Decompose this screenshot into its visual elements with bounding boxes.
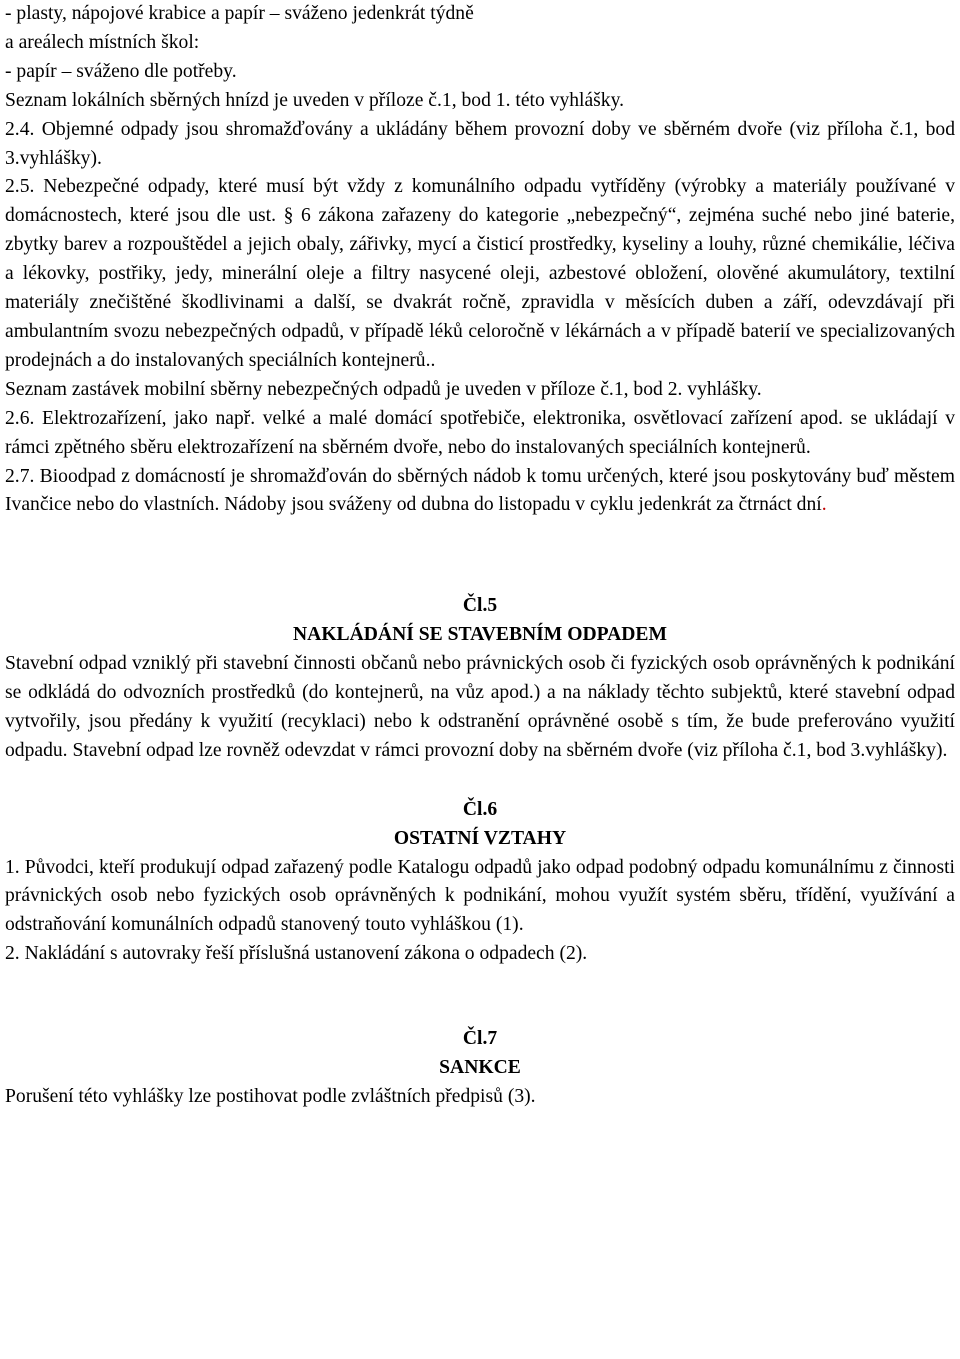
article-7-title: SANKCE [439,1057,521,1079]
paragraph-2-7-text: 2.7. Bioodpad z domácností je shromažďován do sběrných nádob k tomu určených, které jsou poskytovány buď městem Ivančice nebo do vlastních. Nádoby jsou sváženy od dubna do listopadu v cyklu jedenkrát za čtrnáct dní [5,465,955,516]
paragraph-2-6: 2.6. Elektrozařízení, jako např. velké a malé domácí spotřebiče, elektronika, osvětlovací zařízení apod. se ukládají v rámci zpětného sběru elektrozařízení na sběrném dvoře, nebo do instalovaných speciálních kontejnerů. [5,407,955,458]
intro-line-3: - papír – sváženo dle potřeby. [5,60,237,82]
article-6-item-1: 1. Původci, kteří produkují odpad zařazený podle Katalogu odpadů jako odpad podobný odpadu komunálnímu z činnosti právnických osob nebo fyzických osob oprávněných k podnikání, mohou využít systém sběru, třídění, využívání a odstraňování komunálních odpadů stanovený touto vyhláškou (1). [5,856,955,936]
paragraph-mobile-collection: Seznam zastávek mobilní sběrny nebezpečných odpadů je uveden v příloze č.1, bod 2. vyhlášky. [5,378,762,400]
article-5-number: Čl.5 [462,595,498,617]
paragraph-2-7 [5,463,955,521]
article-6-item-2: 2. Nakládání s autovraky řeší příslušná ustanovení zákona o odpadech (2). [5,943,588,965]
article-7-number: Čl.7 [462,1028,498,1050]
article-6-number: Čl.6 [462,798,498,820]
article-5-text: Stavební odpad vzniklý při stavební činnosti občanů nebo právnických osob či fyzických osob oprávněných k podnikání se odkládá do odvozních prostředků (do kontejnerů, na vůz apod.) a na náklady těchto subjektů, které stavební odpad vytvořily, jsou předány k využití (recyklaci) nebo k odstranění oprávněné osobě s tím, že bude preferováno využití odpadu. Stavební odpad lze rovněž odevzdat v rámci provozní doby na sběrném dvoře (viz příloha č.1, bod 3.vyhlášky). [5,653,955,761]
paragraph-2-7-end: . [821,494,827,516]
intro-line-1: - plasty, nápojové krabice a papír – svážen​o jedenkrát týdně [5,3,474,24]
article-6-title: OSTATNÍ VZTAHY [393,827,567,849]
article-5-title: NAKLÁDÁNÍ SE STAVEBNÍM ODPADEM [293,624,667,646]
spacer [5,969,955,1025]
intro-line-2: a areálech místních škol: [5,31,200,53]
document-page [5,0,955,1112]
article-7-text: Porušení této vyhlášky lze postihovat podle zvláštních předpisů (3). [5,1086,536,1107]
paragraph-2-4: 2.4. Objemné odpady jsou shromažďovány a ukládány během provozní doby ve sběrném dvoře (viz příloha č.1, bod 3.vyhlášky). [5,118,955,169]
spacer [5,766,955,796]
paragraph-2-5: 2.5. Nebezpečné odpady, které musí být vždy z komunálního odpadu vytříděny (výrobky a materiály používané v domácnostech, které jsou dle ust. § 6 zákona zařazeny do kategorie „nebezpečný“, zejména suché nebo jiné baterie, zbytky barev a rozpouštědel a jejich obaly, zářivky, mycí a čisticí prostředky, kyseliny a louhy, různé chemikálie, léčiva a lékovky, postřiky, jedy, minerální oleje a filtry nasycené oleji, azbestové obložení, olověné akumulátory, textilní materiály znečištěné škodlivinami a další, se dvakrát ročně, zpravidla v měsících duben a září, odevzdávají při ambulantním svozu nebezpečných odpadů, v případě léků celoročně v lékárnách a v případě baterií ve specializovaných prodejnách a do instalovaných speciálních kontejnerů.. [5,176,955,371]
spacer [5,520,955,592]
intro-line-4: Seznam lokálních sběrných hnízd je uveden v příloze č.1, bod 1. této vyhlášky. [5,89,625,111]
